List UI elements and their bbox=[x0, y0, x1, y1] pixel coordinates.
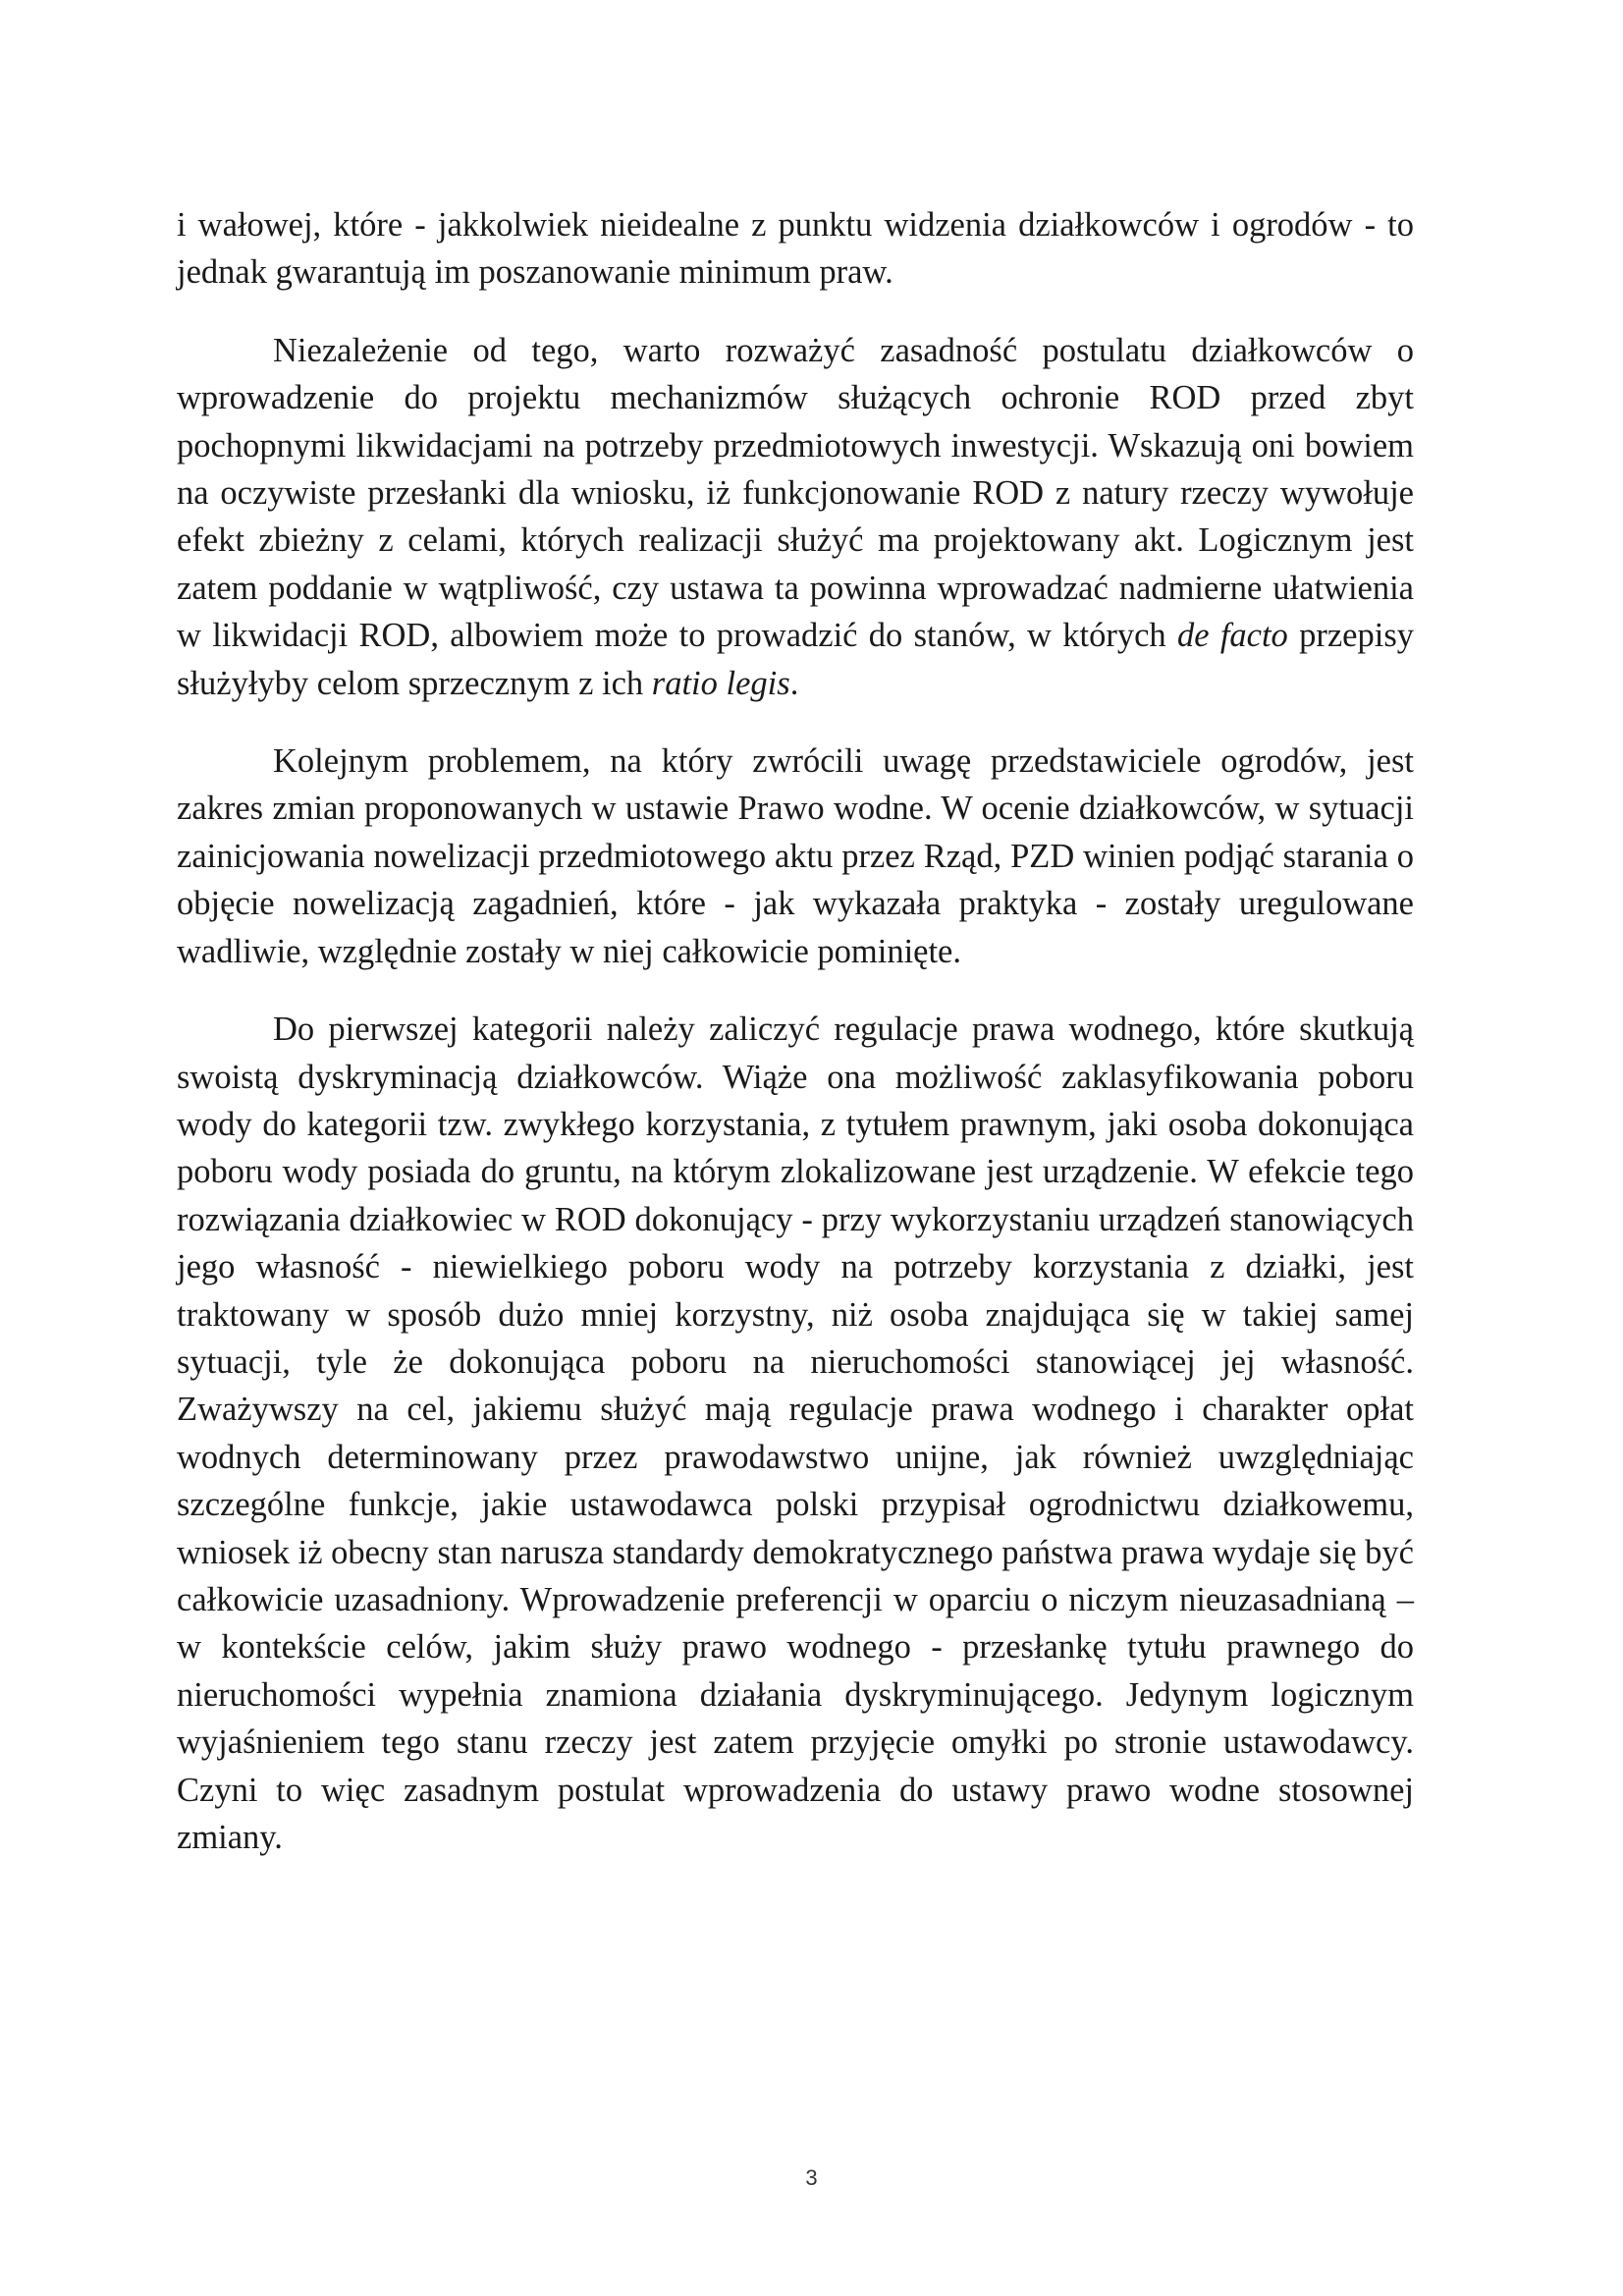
body-paragraph bbox=[177, 738, 1414, 975]
text-run: i wałowej, które - jakkolwiek nieidealne z punktu widzenia działkowców i ogrodów - to jednak gwarantują im poszanowanie minimum praw. bbox=[177, 206, 1414, 292]
page-number: 3 bbox=[805, 2165, 818, 2190]
text-run: . bbox=[789, 664, 799, 702]
text-run: Do pierwszej kategorii należy zaliczyć regulacje prawa wodnego, które skutkują swoistą dyskryminacją działkowców. Wiąże ona możliwość zaklasyfikowania poboru wody do kategorii tzw. zwykłego korzystania, z tytułem prawnym, jaki osoba dokonująca poboru wody posiada do gruntu, na którym zlokalizowane jest urządzenie. W efekcie tego rozwiązania działkowiec w ROD dokonujący - przy wykorzystaniu urządzeń stanowiących jego własność - niewielkiego poboru wody na potrzeby korzystania z działki, jest traktowany w sposób dużo mniej korzystny, niż osoba znajdująca się w takiej samej sytuacji, tyle że dokonująca poboru na nieruchomości stanowiącej jej własność. Zważywszy na cel, jakiemu służyć mają regulacje prawa wodnego i charakter opłat wodnych determinowany przez prawodawstwo unijne, jak również uwzględniając szczególne funkcje, jakie ustawodawca polski przypisał ogrodnictwu działkowemu, wniosek iż obecny stan narusza standardy demokratycznego państwa prawa wydaje się być całkowicie uzasadniony. Wprowadzenie preferencji w oparciu o niczym nieuzasadnianą – w kontekście celów, jakim służy prawo wodnego - przesłankę tytułu prawnego do nieruchomości wypełnia znamiona działania dyskryminującego. Jedynym logicznym wyjaśnieniem tego stanu rzeczy jest zatem przyjęcie omyłki po stronie ustawodawcy. Czyni to więc zasadnym postulat wprowadzenia do ustawy prawo wodne stosownej zmiany. bbox=[177, 1011, 1414, 1856]
text-run: Niezależenie od tego, warto rozważyć zasadność postulatu działkowców o wprowadzenie do projektu mechanizmów służących ochronie ROD przed zbyt pochopnymi likwidacjami na potrzeby przedmiotowych inwestycji. Wskazują oni bowiem na oczywiste przesłanki dla wniosku, iż funkcjonowanie ROD z natury rzeczy wywołuje efekt zbieżny z celami, których realizacji służyć ma projektowany akt. Logicznym jest zatem poddanie w wątpliwość, czy ustawa ta powinna wprowadzać nadmierne ułatwienia w likwidacji ROD, albowiem może to prowadzić do stanów, w których bbox=[177, 331, 1414, 655]
document-body bbox=[177, 201, 1414, 1891]
body-paragraph bbox=[177, 1006, 1414, 1861]
text-run: Kolejnym problemem, na który zwrócili uwagę przedstawiciele ogrodów, jest zakres zmian proponowanych w ustawie Prawo wodne. W ocenie działkowców, w sytuacji zainicjowania nowelizacji przedmiotowego aktu przez Rząd, PZD winien podjąć starania o objęcie nowelizacją zagadnień, które - jak wykazała praktyka - zostały uregulowane wadliwie, względnie zostały w niej całkowicie pominięte. bbox=[177, 742, 1414, 970]
text-run: przepisy służyłyby celom sprzecznym z ich bbox=[177, 617, 1414, 702]
italic-text-run: de facto bbox=[1176, 617, 1288, 655]
italic-text-run: ratio legis bbox=[651, 664, 790, 702]
body-paragraph bbox=[177, 327, 1414, 707]
body-paragraph bbox=[177, 201, 1414, 297]
